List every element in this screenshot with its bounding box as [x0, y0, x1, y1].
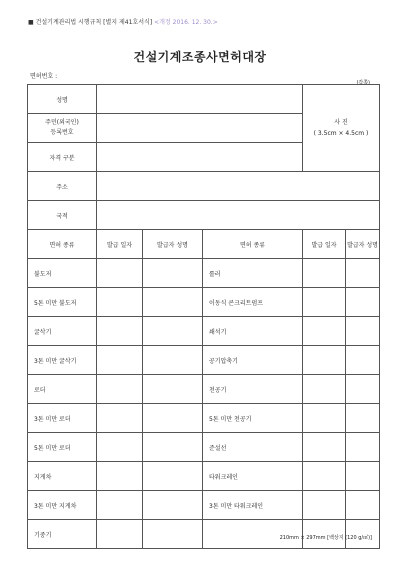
col-header-issuer-right: 발급자 성명 [346, 230, 380, 259]
issuer-field[interactable] [346, 346, 380, 375]
col-header-date-right: 발급 일자 [303, 230, 346, 259]
issuer-field[interactable] [143, 491, 203, 520]
issue-date-field[interactable] [97, 491, 143, 520]
license-type-right: 타워크레인 [203, 462, 303, 491]
issue-date-field[interactable] [303, 404, 346, 433]
amendment-date: <개정 2016. 12. 30.> [154, 19, 218, 26]
issue-date-field[interactable] [303, 346, 346, 375]
page-side-label: (갑쪽) [356, 80, 370, 86]
license-register-table [27, 84, 380, 549]
issuer-field[interactable] [143, 520, 203, 549]
license-type-left: 5톤 미만 로더 [28, 433, 97, 462]
form-header [28, 17, 218, 26]
square-bullet-icon: ■ [28, 19, 34, 26]
photo-size: ( 3.5cm × 4.5cm ) [313, 130, 369, 137]
address-label: 주소 [28, 172, 97, 201]
issue-date-field[interactable] [97, 433, 143, 462]
issuer-field[interactable] [346, 404, 380, 433]
license-type-left: 로더 [28, 375, 97, 404]
issuer-field[interactable] [143, 404, 203, 433]
issue-date-field[interactable] [97, 462, 143, 491]
license-type-right: 5톤 미만 천공기 [203, 404, 303, 433]
cert-field[interactable] [97, 143, 303, 172]
license-type-left: 3톤 미만 굴삭기 [28, 346, 97, 375]
license-type-right: 공기압축기 [203, 346, 303, 375]
issuer-field[interactable] [346, 317, 380, 346]
license-type-right: 이동식 콘크리트펌프 [203, 288, 303, 317]
license-type-left: 3톤 미만 로더 [28, 404, 97, 433]
issuer-field[interactable] [346, 433, 380, 462]
issue-date-field[interactable] [303, 462, 346, 491]
issuer-field[interactable] [143, 346, 203, 375]
col-header-type-right: 면허 종류 [203, 230, 303, 259]
issue-date-field[interactable] [97, 259, 143, 288]
name-label: 성명 [28, 85, 97, 114]
photo-box [303, 85, 380, 172]
issue-date-field[interactable] [97, 520, 143, 549]
rrn-label-line1: 주민(외국인) [45, 119, 79, 126]
paper-spec-footer: 210mm × 297mm [백상지 (120 g/㎡)] [279, 535, 372, 541]
issue-date-field[interactable] [303, 317, 346, 346]
issuer-field[interactable] [143, 433, 203, 462]
issue-date-field[interactable] [303, 259, 346, 288]
issue-date-field[interactable] [303, 433, 346, 462]
nationality-label: 국적 [28, 201, 97, 230]
cert-label: 자격 구분 [28, 143, 97, 172]
col-header-issuer-left: 발급자 성명 [143, 230, 203, 259]
issuer-field[interactable] [346, 288, 380, 317]
issue-date-field[interactable] [303, 491, 346, 520]
issue-date-field[interactable] [303, 375, 346, 404]
issue-date-field[interactable] [97, 404, 143, 433]
rrn-field[interactable] [97, 114, 303, 143]
issuer-field[interactable] [143, 462, 203, 491]
license-type-right: 쇄석기 [203, 317, 303, 346]
issuer-field[interactable] [346, 259, 380, 288]
issue-date-field[interactable] [97, 317, 143, 346]
page-title: 건설기계조종사면허대장 [133, 50, 267, 64]
law-reference: 건설기계관리법 시행규칙 [별지 제41호서식] [35, 19, 153, 26]
issuer-field[interactable] [143, 288, 203, 317]
license-number-label: 면허번호 : [30, 73, 58, 80]
license-type-left: 불도저 [28, 259, 97, 288]
issuer-field[interactable] [346, 462, 380, 491]
license-type-left: 지게차 [28, 462, 97, 491]
col-header-type-left: 면허 종류 [28, 230, 97, 259]
license-type-right: 롤러 [203, 259, 303, 288]
issuer-field[interactable] [346, 491, 380, 520]
nationality-field[interactable] [97, 201, 380, 230]
license-type-right: 준설선 [203, 433, 303, 462]
col-header-date-left: 발급 일자 [97, 230, 143, 259]
license-type-right: 3톤 미만 타워크레인 [203, 491, 303, 520]
photo-label: 사 진 [334, 119, 348, 126]
rrn-label-line2: 등록번호 [50, 129, 74, 136]
rrn-label [28, 114, 97, 143]
license-type-left: 기중기 [28, 520, 97, 549]
address-field[interactable] [97, 172, 380, 201]
license-type-left: 굴삭기 [28, 317, 97, 346]
license-type-left: 3톤 미만 지게차 [28, 491, 97, 520]
license-type-right: 천공기 [203, 375, 303, 404]
issue-date-field[interactable] [97, 346, 143, 375]
issuer-field[interactable] [143, 317, 203, 346]
issue-date-field[interactable] [97, 375, 143, 404]
issue-date-field[interactable] [303, 288, 346, 317]
issuer-field[interactable] [143, 259, 203, 288]
name-field[interactable] [97, 85, 303, 114]
issuer-field[interactable] [346, 375, 380, 404]
issue-date-field[interactable] [97, 288, 143, 317]
issuer-field[interactable] [143, 375, 203, 404]
license-type-left: 5톤 미만 불도저 [28, 288, 97, 317]
